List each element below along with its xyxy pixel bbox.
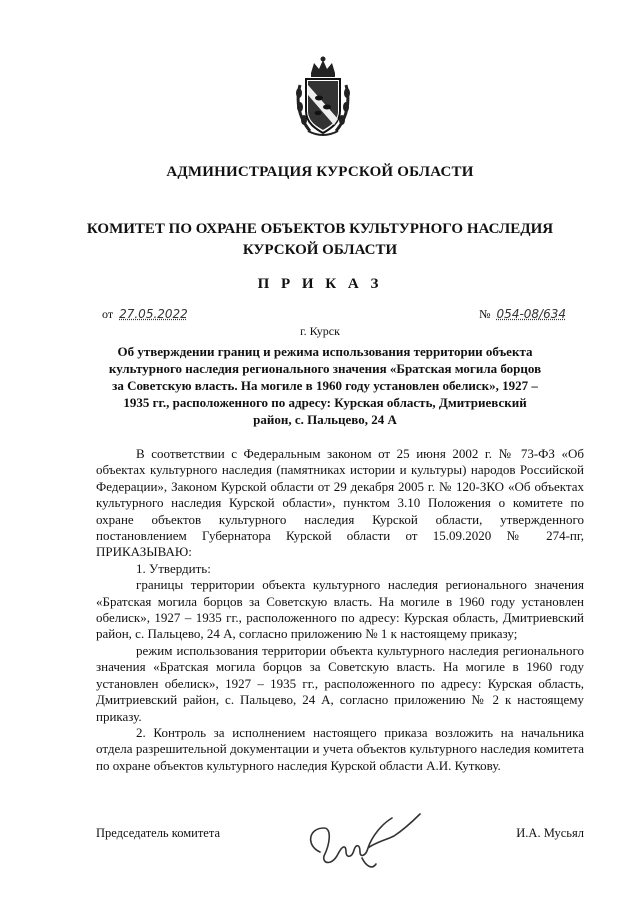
coat-of-arms-icon [294, 55, 352, 139]
date-value: 27.05.2022 [119, 307, 188, 321]
paragraph-approve: 1. Утвердить: [136, 560, 211, 576]
signer-name: И.А. Мусьял [516, 826, 584, 840]
signature-row [96, 826, 584, 856]
administration-heading: АДМИНИСТРАЦИЯ КУРСКОЙ ОБЛАСТИ [166, 164, 474, 180]
committee-line-1: КОМИТЕТ ПО ОХРАНЕ ОБЪЕКТОВ КУЛЬТУРНОГО НАСЛЕДИЯ [86, 221, 554, 237]
paragraph-boundaries: границы территории объекта культурного наследия регионального значения «Братская могила борцов за Советскую власть. На могиле в 1960 году установлен обелиск», 1927 – 1935 гг., расположенного по адресу: Курская область, Дмитриевский район, с. Пальцево, 24 А, согласно приложению № 1 к настоящему приказу; [96, 577, 584, 642]
committee-heading [0, 219, 640, 261]
number-field [479, 307, 566, 322]
date-field [102, 307, 188, 322]
committee-line-2: КУРСКОЙ ОБЛАСТИ [242, 242, 398, 258]
number-value: 054-08/634 [496, 307, 566, 321]
document-body [96, 446, 584, 774]
signer-position: Председатель комитета [96, 826, 220, 840]
paragraph-control: 2. Контроль за исполнением настоящего приказа возложить на начальника отдела разрешительной документации и учета объектов культурного наследия комитета по охране объектов культурного наследия Курской области А.И. Куткову. [96, 724, 584, 773]
document-type-heading: П Р И К А З [257, 276, 383, 292]
date-prefix: от [102, 307, 114, 321]
paragraph-regime: режим использования территории объекта культурного наследия регионального значения «Братская могила борцов за Советскую власть. На могиле в 1960 году установлен обелиск», 1927 – 1935 гг., расположенного по адресу: Курская область, Дмитриевский район, с. Пальцево, 24 А, согласно приложению № 2 к настоящему приказу. [96, 642, 584, 724]
paragraph-legal-basis: В соответствии с Федеральным законом от 25 июня 2002 г. № 73-ФЗ «Об объектах культурного наследия (памятниках истории и культуры) народов Российской Федерации», Законом Курской области от 29 декабря 2005 г. № 120-ЗКО «Об объектах культурного наследия Курской области», пунктом 3.10 Положения о комитете по охране объектов культурного наследия Курской области, утвержденного постановлением Губернатора Курской области от 15.09.2020 № 274-пг, ПРИКАЗЫВАЮ: [96, 446, 584, 560]
city-label: г. Курск [300, 324, 340, 338]
document-title: Об утверждении границ и режима использования территории объекта культурного наследия регионального значения «Братская могила борцов за Советскую власть. На могиле в 1960 году установлен обелиск», 1927 – 1935 гг., расположенного по адресу: Курская область, Дмитриевский район, с. Пальцево, 24 А [108, 344, 542, 427]
number-prefix: № [479, 307, 491, 321]
